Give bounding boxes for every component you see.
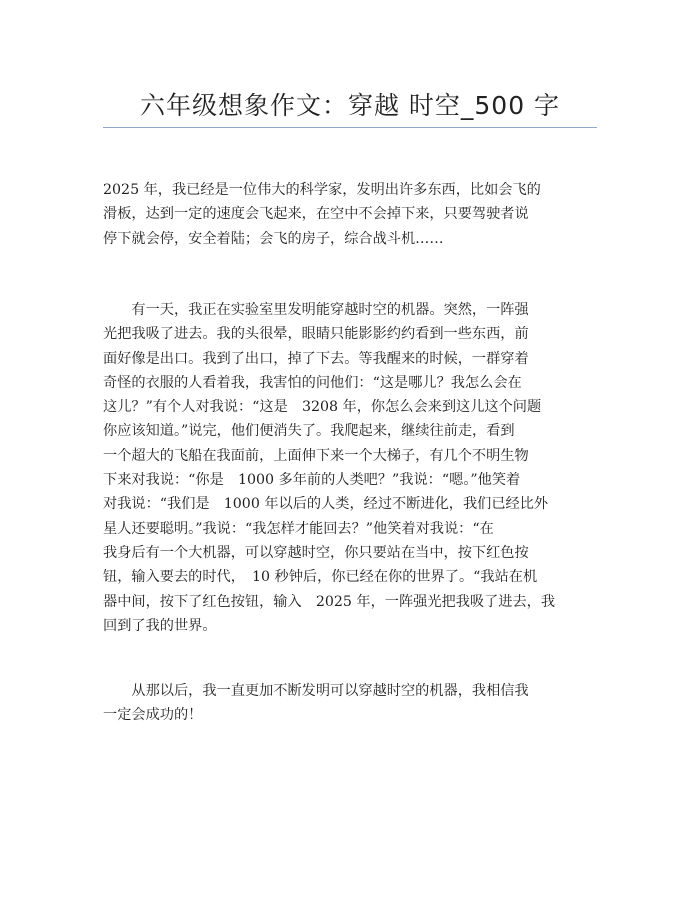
text-line: 你应该知道。”说完，他们便消失了。我爬起来，继续往前走，看到	[103, 423, 515, 440]
text-line: 从那以后，我一直更加不断发明可以穿越时空的机器，我相信我	[103, 683, 529, 699]
text-line: 星人还要聪明。”我说：“我怎样才能回去？”他笑着对我说：“在	[103, 520, 494, 537]
text-line: 回到了我的世界。	[103, 617, 217, 634]
paragraph-1	[103, 178, 568, 251]
text-line: 钮，输入要去的时代， 10 秒钟后，你已经在你的世界了。“我站在机	[103, 569, 538, 586]
text-line: 这儿？”有个人对我说：“这是 3208 年，你怎么会来到这儿这个问题	[103, 399, 542, 416]
text-line: 我身后有一个大机器，可以穿越时空，你只要站在当中，按下红色按	[103, 544, 529, 561]
text-line: 面好像是出口。我到了出口，掉了下去。等我醒来的时候，一群穿着	[103, 350, 529, 367]
text-line: 器中间，按下了红色按钮，输入 2025 年，一阵强光把我吸了进去，我	[103, 593, 556, 610]
title-underline	[103, 127, 597, 128]
text-line: 奇怪的衣服的人看着我，我害怕的问他们：“这是哪儿？我怎么会在	[103, 374, 522, 391]
paragraph-2	[103, 298, 568, 638]
text-line: 有一天，我正在实验室里发明能穿越时空的机器。突然，一阵强	[103, 302, 529, 318]
text-line: 2025 年，我已经是一位伟大的科学家，发明出许多东西，比如会飞的	[103, 182, 541, 198]
text-line: 对我说：“我们是 1000 年以后的人类，经过不断进化，我们已经比外	[103, 496, 549, 513]
text-line: 滑板，达到一定的速度会飞起来，在空中不会掉下来，只要驾驶者说	[103, 206, 529, 223]
text-line: 一定会成功的！	[103, 707, 203, 724]
text-line: 下来对我说：“你是 1000 多年前的人类吧？”我说：“嗯。”他笑着	[103, 472, 521, 489]
paragraph-3	[103, 679, 568, 728]
text-line: 一个超大的飞船在我面前，上面伸下来一个大梯子，有几个不明生物	[103, 447, 529, 464]
text-line: 停下就会停，安全着陆；会飞的房子，综合战斗机……	[103, 230, 444, 247]
text-line: 光把我吸了进去。我的头很晕，眼睛只能影影约约看到一些东西，前	[103, 326, 529, 343]
document-title: 六年级想象作文：穿越 时空_500 字	[139, 91, 561, 120]
